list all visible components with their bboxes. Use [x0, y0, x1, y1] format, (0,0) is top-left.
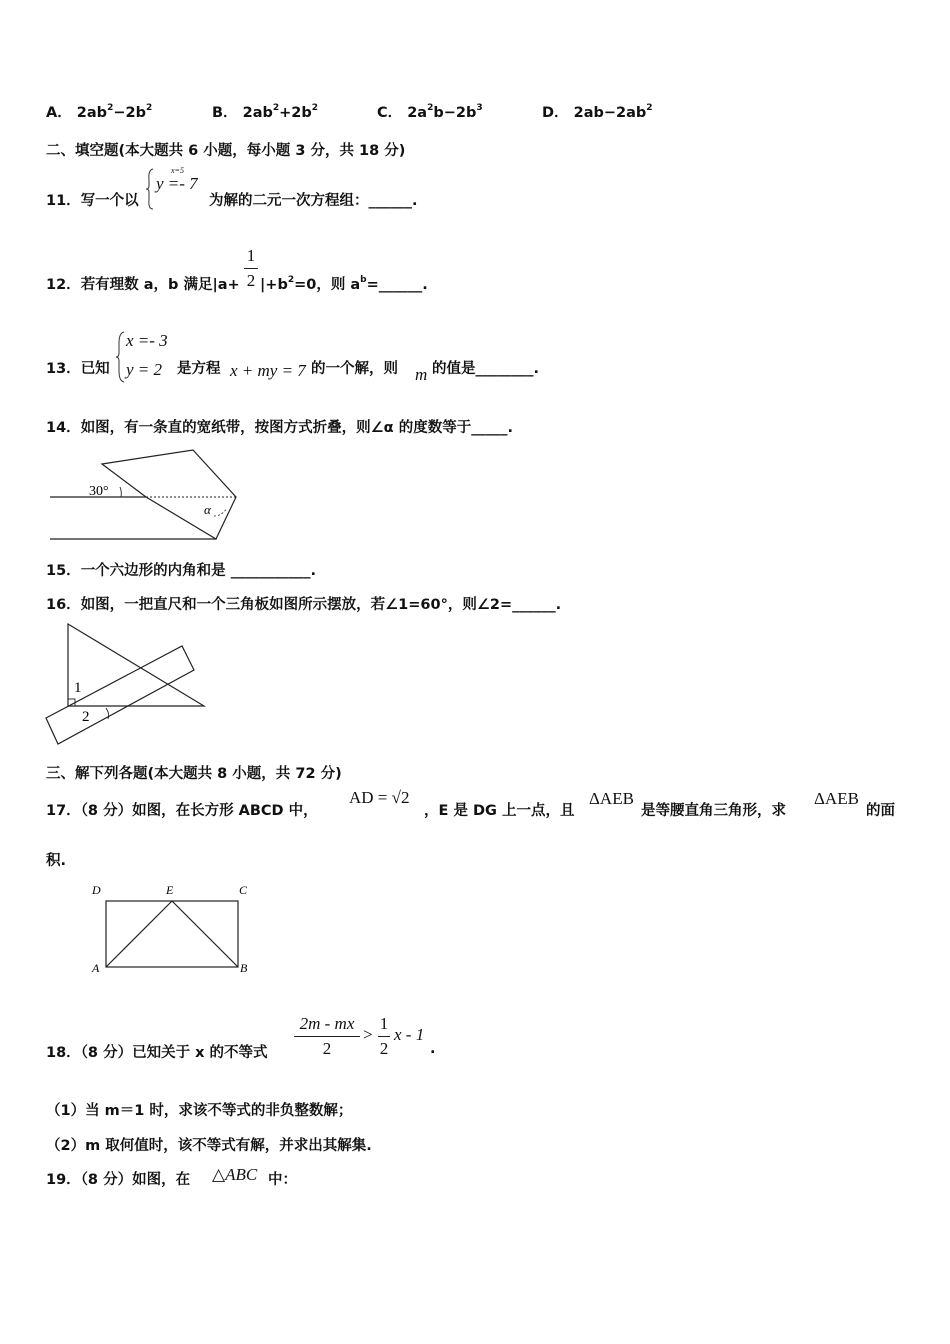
question-11: 11．写一个以: [46, 193, 139, 209]
q13-eq-x: x =- 3: [126, 331, 168, 350]
q16-angle-2: 2: [82, 709, 90, 725]
question-17: 17．（8 分）如图，在长方形 ABCD 中，: [46, 803, 318, 819]
q11-tail: 为解的二元一次方程组：______.: [209, 193, 418, 209]
q19-tail: 中：: [268, 1172, 297, 1188]
q14-angle-alpha: α: [204, 502, 211, 517]
q18-sub-1: （1）当 m＝1 时，求该不等式的非负整数解；: [46, 1103, 353, 1119]
question-13: 13．已知: [46, 361, 110, 377]
q18-gt: >: [363, 1025, 373, 1044]
q13-eq-y: y = 2: [126, 360, 163, 379]
question-18: 18．（8 分）已知关于 x 的不等式: [46, 1045, 268, 1061]
q17-mid: ，E 是 DG 上一点，且: [424, 803, 575, 819]
q18-sub-2: （2）m 取何值时，该不等式有解，并求出其解集.: [46, 1138, 372, 1154]
q14-angle-30: 30°: [89, 484, 109, 499]
question-15: 15．一个六边形的内角和是 ___________.: [46, 563, 316, 579]
q17-label-b: B: [240, 961, 248, 975]
q18-fraction-2: 1 2: [379, 1014, 389, 1058]
q13-mid: 是方程: [177, 361, 221, 377]
q11-tiny-solution: x=5: [171, 166, 184, 175]
q16-angle-1: 1: [74, 680, 82, 696]
q13-var-m: m: [415, 365, 428, 384]
q13-tail: 的值是________.: [432, 361, 540, 377]
section-2-heading: 二、填空题(本大题共 6 小题，每小题 3 分，共 18 分): [46, 143, 406, 159]
q18-tail-expr: x - 1: [394, 1025, 425, 1044]
q13-brace: [116, 331, 125, 387]
q17-ad-sqrt2: AD = √2: [349, 788, 410, 807]
q17-mid2: 是等腰直角三角形，求: [641, 803, 786, 819]
q13-equation: x + my = 7: [230, 361, 306, 380]
option-d: D． $2ab-2ab^2$: [542, 103, 653, 121]
q14-figure: [46, 446, 246, 548]
q18-fraction-1: 2m - mx 2: [294, 1014, 360, 1059]
question-14: 14．如图，有一条直的宽纸带，按图方式折叠，则∠α 的度数等于_____.: [46, 420, 513, 436]
q17-tail: 的面: [866, 803, 895, 819]
q18-period: .: [430, 1041, 436, 1057]
q10-options: [46, 101, 152, 122]
q17-line2: 积.: [46, 853, 67, 869]
question-12: 12．若有理数 a，b 满足|a+: [46, 277, 240, 293]
q12-tail: $|+b^2=0$，则 $a^b=\_\_\_\_\_\_$.: [260, 275, 428, 293]
q11-equation: y =- 7: [156, 174, 198, 193]
q17-figure: [88, 880, 258, 980]
q17-triangle-2: ΔAEB: [814, 789, 859, 808]
q11-brace: [146, 168, 154, 210]
question-19: 19．（8 分）如图，在: [46, 1172, 191, 1188]
q17-label-d: D: [92, 883, 101, 897]
q17-label-a: A: [92, 961, 100, 975]
q17-label-e: E: [166, 883, 174, 897]
q12-fraction: 1 2: [244, 246, 258, 291]
q16-figure: [44, 620, 224, 752]
option-a: A． $2ab^2-2b^2$: [46, 103, 153, 121]
option-b: B． $2ab^2+2b^2$: [212, 103, 319, 121]
section-3-heading: 三、解下列各题(本大题共 8 小题，共 72 分): [46, 766, 342, 782]
q13-mid2: 的一个解，则: [311, 361, 398, 377]
q17-label-c: C: [239, 883, 248, 897]
q17-triangle-1: ΔAEB: [589, 789, 634, 808]
question-16: 16．如图，一把直尺和一个三角板如图所示摆放，若∠1=60°，则∠2=______.: [46, 597, 562, 613]
q19-triangle: △ABC: [212, 1165, 258, 1184]
option-c: C． $2a^2b-2b^3$: [377, 103, 483, 121]
